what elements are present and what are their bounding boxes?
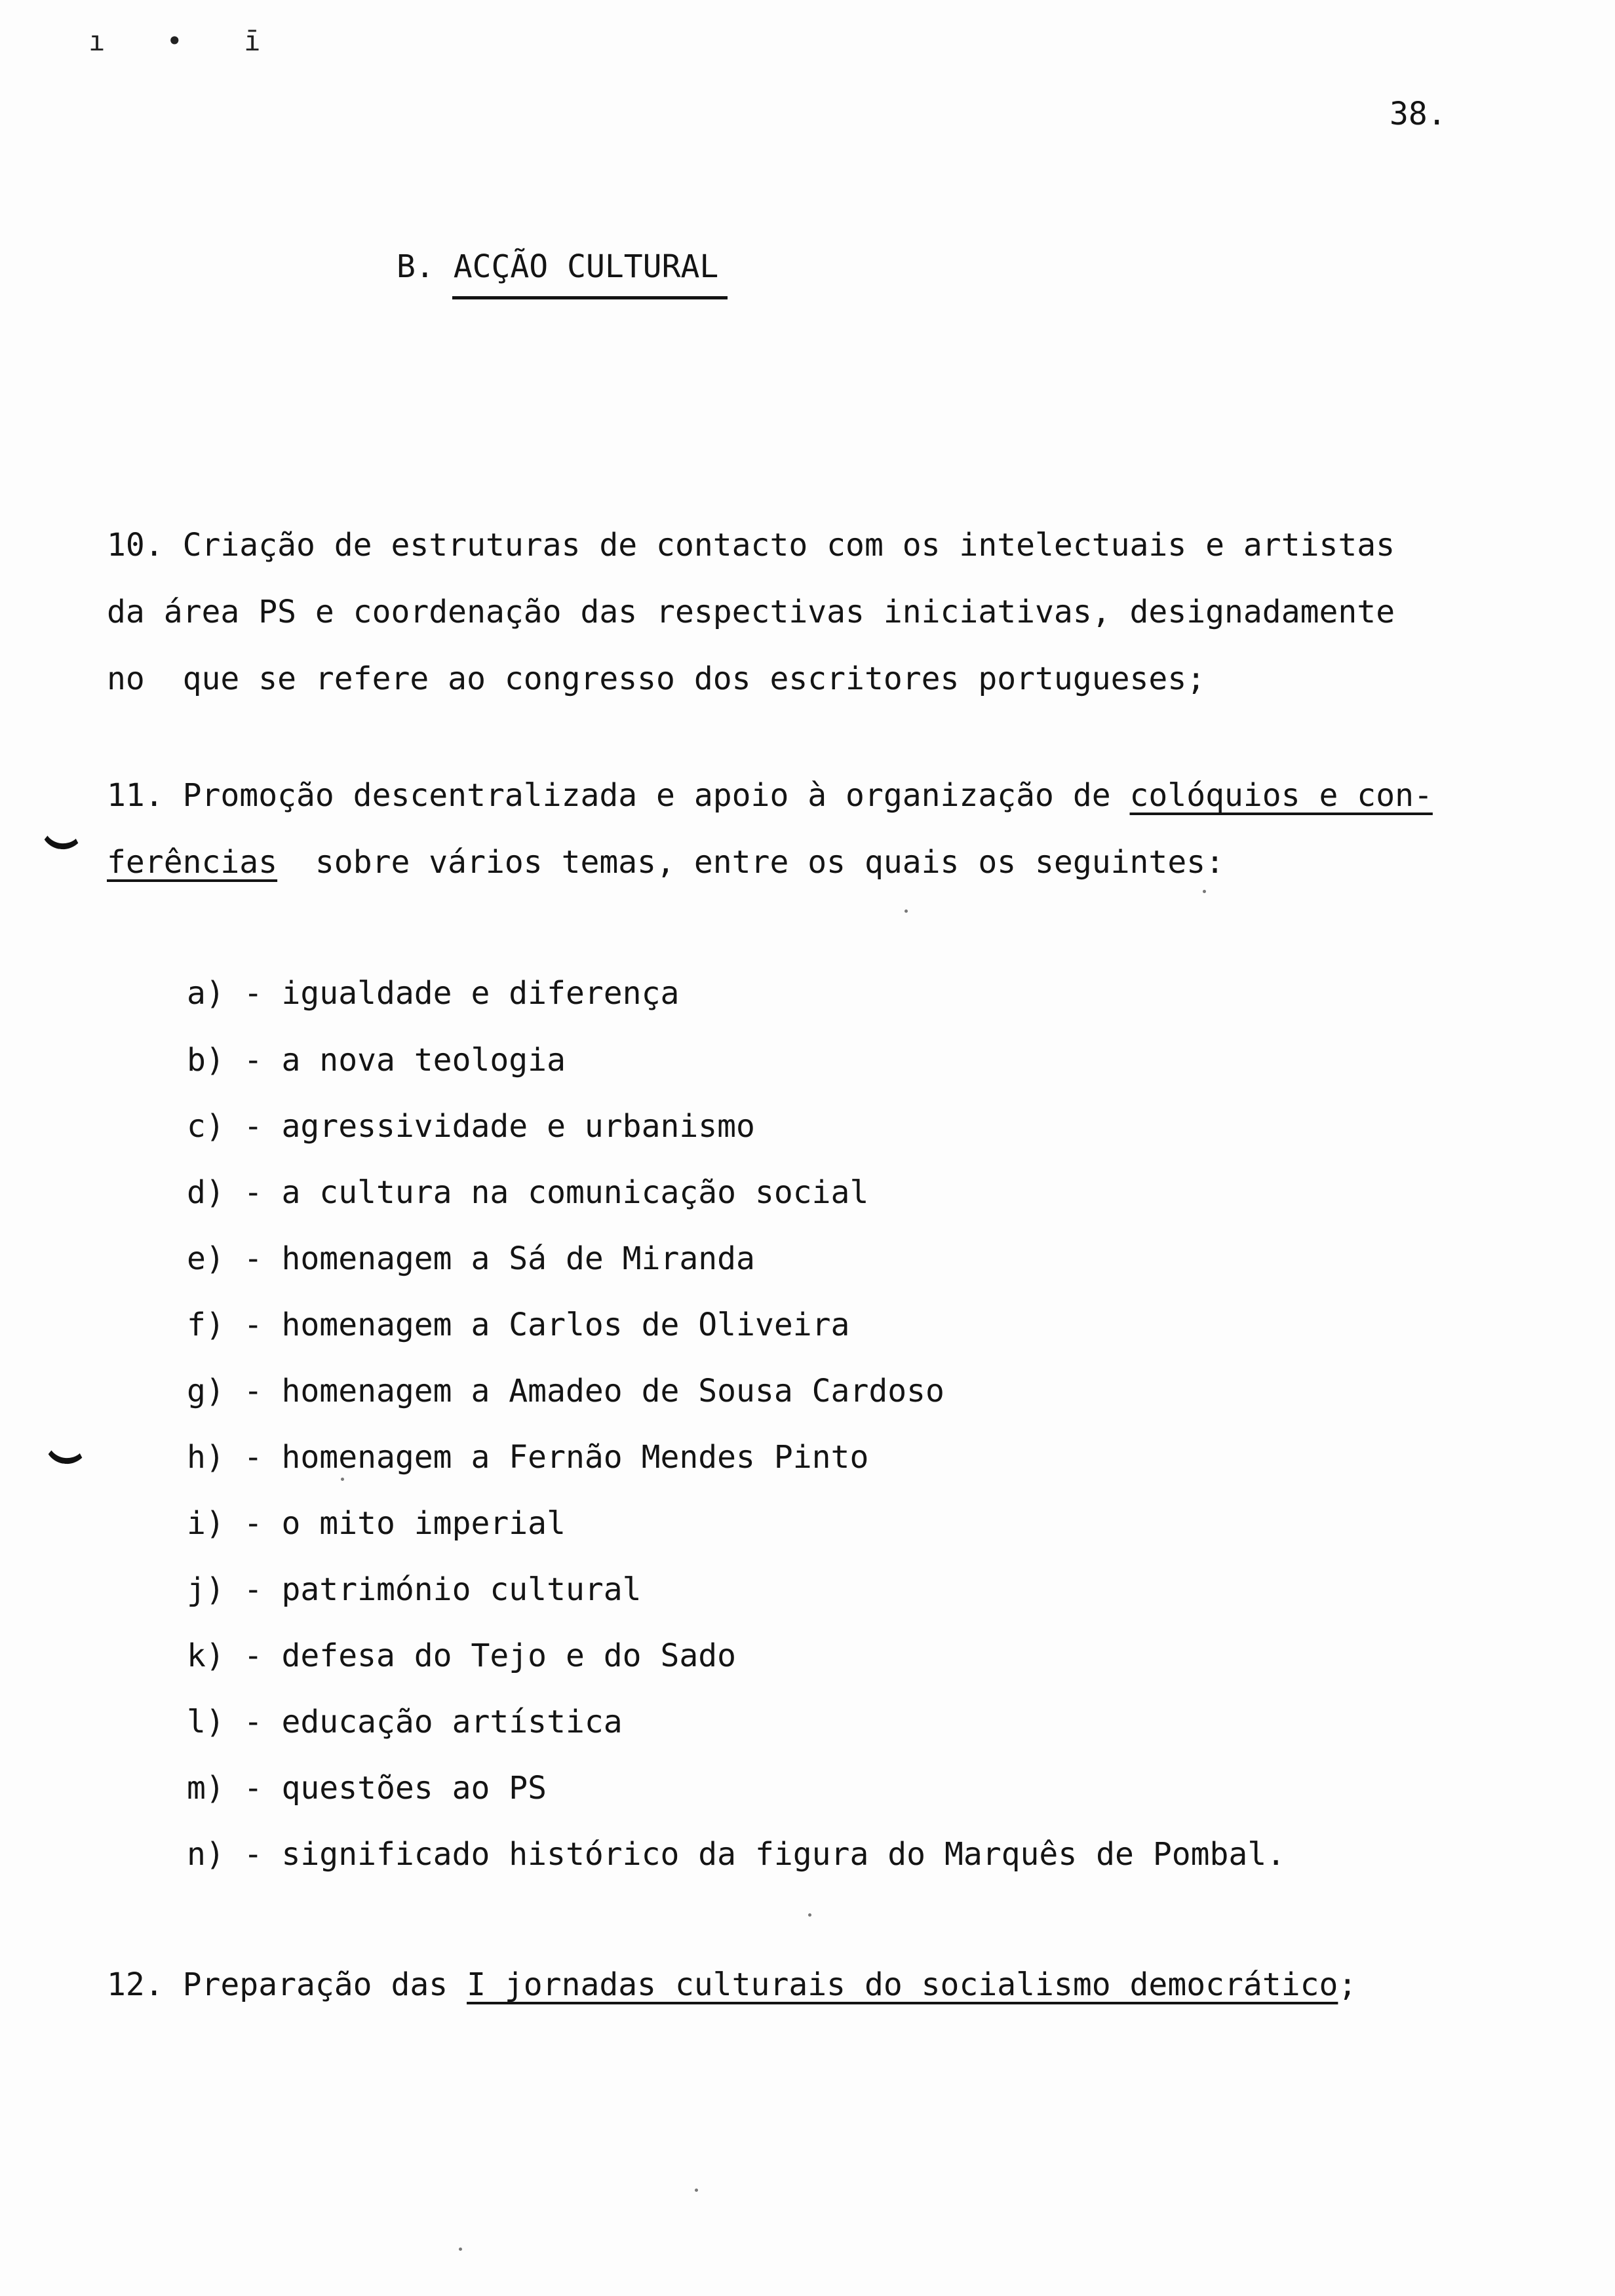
topic-item: j) - património cultural (187, 1571, 642, 1608)
item-11-line-2 (107, 844, 1225, 881)
item-10-line-2: da área PS e coordenação das respectivas iniciativas, designadamente (107, 594, 1395, 630)
section-title: B. ACÇÃO CULTURAL (397, 248, 719, 285)
item-12-line (107, 1966, 1357, 2003)
topic-item: i) - o mito imperial (187, 1505, 566, 1542)
item-11-underlined-coloquios: colóquios e con- (1129, 777, 1433, 814)
topic-item: m) - questões ao PS (187, 1770, 547, 1807)
topic-item: g) - homenagem a Amadeo de Sousa Cardoso (187, 1373, 944, 1409)
topic-item: n) - significado histórico da figura do Marquês de Pombal. (187, 1836, 1286, 1873)
item-12-underlined-jornadas: I jornadas culturais do socialismo democrático (467, 1966, 1338, 2003)
corner-marks: ı • ī (88, 25, 283, 57)
item-12-text: 12. Preparação das (107, 1966, 467, 2003)
topic-item: e) - homenagem a Sá de Miranda (187, 1240, 755, 1277)
topic-item: f) - homenagem a Carlos de Oliveira (187, 1307, 850, 1343)
topic-item: h) - homenagem a Fernão Mendes Pinto (187, 1439, 869, 1476)
item-12-punctuation: ; (1338, 1966, 1357, 2003)
topic-item: a) - igualdade e diferença (187, 975, 680, 1012)
item-11-line-1-text: 11. Promoção descentralizada e apoio à organização de (107, 777, 1130, 814)
item-11-line-2-text: sobre vários temas, entre os quais os seguintes: (277, 844, 1225, 881)
margin-mark (42, 1440, 88, 1466)
margin-mark (38, 825, 85, 852)
topic-item: k) - defesa do Tejo e do Sado (187, 1637, 737, 1674)
item-11-line-1 (107, 777, 1433, 814)
item-11-underlined-conferencias: ferências (107, 844, 278, 881)
item-10-line-3: no que se refere ao congresso dos escritores portugueses; (107, 660, 1206, 697)
topic-item: l) - educação artística (187, 1704, 623, 1740)
item-10-line-1: 10. Criação de estruturas de contacto com os intelectuais e artistas (107, 527, 1395, 564)
page-number: 38. (1390, 96, 1447, 132)
topic-item: b) - a nova teologia (187, 1042, 566, 1079)
topic-item: d) - a cultura na comunicação social (187, 1174, 869, 1211)
title-underline (452, 296, 728, 299)
topic-item: c) - agressividade e urbanismo (187, 1108, 755, 1145)
